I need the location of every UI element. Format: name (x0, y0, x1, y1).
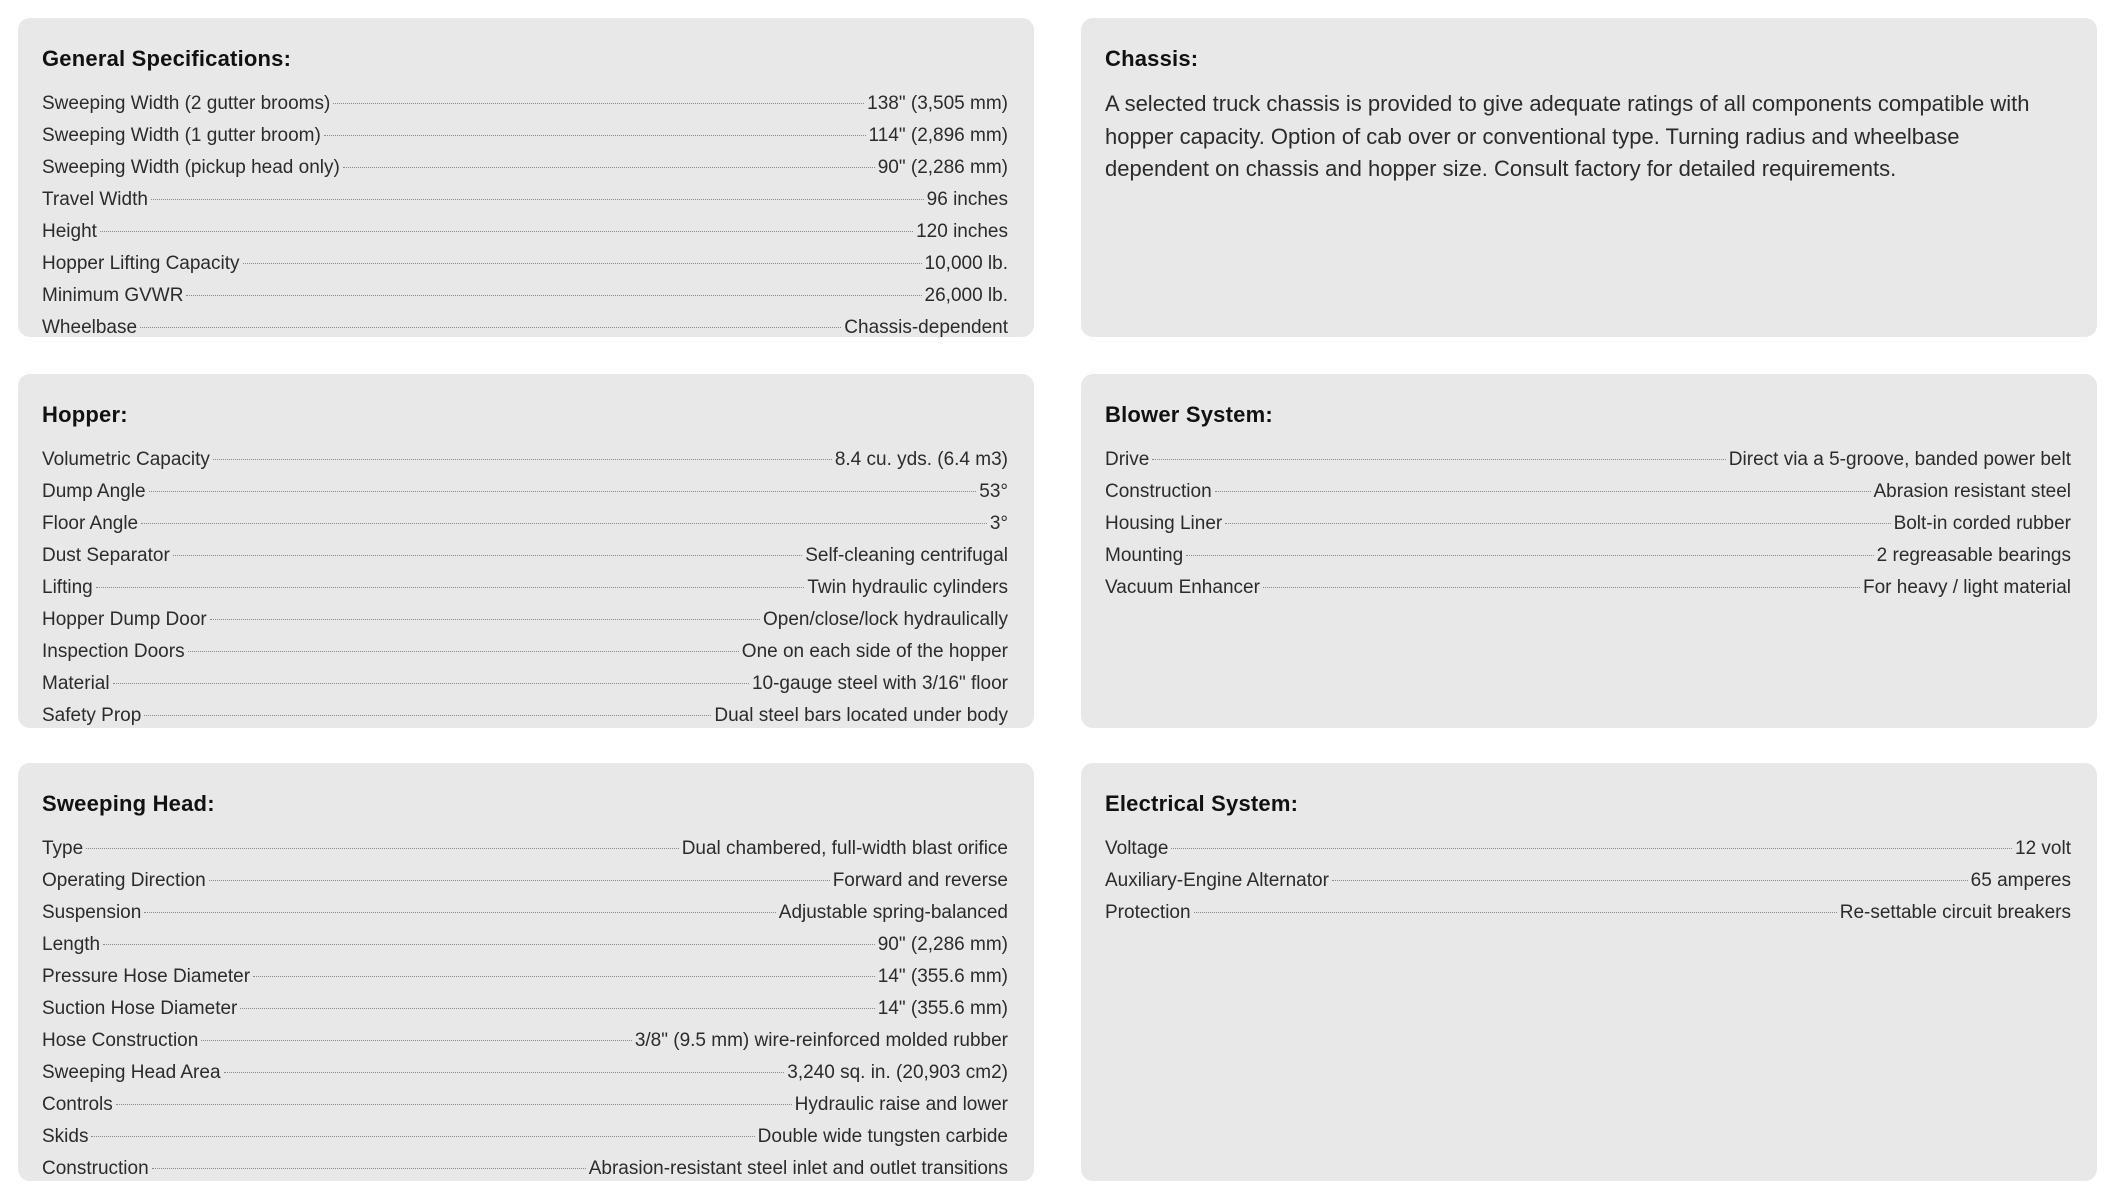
spec-label: Inspection Doors (42, 641, 185, 662)
dot-leader (343, 167, 875, 168)
sweeping-head-list (42, 833, 1008, 1185)
spec-value: 14" (355.6 mm) (877, 966, 1008, 987)
spec-value: Re-settable circuit breakers (1839, 902, 2071, 923)
dot-leader (96, 587, 805, 588)
spec-value: 114" (2,896 mm) (868, 125, 1008, 146)
spec-row (42, 572, 1008, 604)
dot-leader (213, 459, 832, 460)
dot-leader (324, 135, 866, 136)
dot-leader (91, 1136, 754, 1137)
spec-row (42, 184, 1008, 216)
spec-label: Construction (42, 1158, 149, 1179)
dot-leader (144, 715, 711, 716)
spec-label: Hose Construction (42, 1030, 199, 1051)
spec-row (42, 1121, 1008, 1153)
dot-leader (240, 1008, 874, 1009)
spec-label: Material (42, 673, 110, 694)
sweeping-head-title: Sweeping Head: (42, 791, 215, 816)
spec-value: 10-gauge steel with 3/16" floor (751, 673, 1008, 694)
spec-value: 90" (2,286 mm) (877, 934, 1008, 955)
dot-leader (1215, 491, 1871, 492)
spec-row (42, 961, 1008, 993)
spec-label: Drive (1105, 449, 1150, 470)
spec-label: Sweeping Width (2 gutter brooms) (42, 93, 331, 114)
spec-label: Operating Direction (42, 870, 206, 891)
spec-value: 53° (979, 481, 1008, 502)
chassis-panel (1081, 18, 2097, 337)
dot-leader (140, 327, 841, 328)
spec-row (42, 248, 1008, 280)
spec-row (1105, 444, 2071, 476)
dot-leader (224, 1072, 785, 1073)
spec-row (42, 1153, 1008, 1185)
dot-leader (113, 683, 749, 684)
spec-row (42, 993, 1008, 1025)
spec-row (42, 152, 1008, 184)
general-specifications-list (42, 88, 1008, 344)
spec-label: Wheelbase (42, 317, 138, 338)
spec-row (1105, 508, 2071, 540)
spec-label: Sweeping Width (pickup head only) (42, 157, 340, 178)
spec-label: Hopper Dump Door (42, 609, 207, 630)
spec-row (42, 312, 1008, 344)
spec-label: Sweeping Head Area (42, 1062, 221, 1083)
spec-value: Self-cleaning centrifugal (805, 545, 1008, 566)
spec-row (42, 833, 1008, 865)
spec-value: Double wide tungsten carbide (757, 1126, 1008, 1147)
dot-leader (253, 976, 875, 977)
chassis-description: A selected truck chassis is provided to give adequate ratings of all components compatible with hopper capacity. Option of cab over or conventional type. Turning radius and wheelbase dependent on chassis and hopper size. Consult factory for detailed requirements. (1105, 91, 2030, 181)
spec-value: 2 regreasable bearings (1876, 545, 2071, 566)
electrical-system-list (1105, 833, 2071, 929)
chassis-title: Chassis: (1105, 46, 1199, 71)
spec-row (42, 120, 1008, 152)
general-specifications-title: General Specifications: (42, 46, 292, 71)
spec-value: 26,000 lb. (924, 285, 1008, 306)
spec-label: Volumetric Capacity (42, 449, 210, 470)
hopper-list (42, 444, 1008, 732)
spec-value: 12 volt (2015, 838, 2071, 859)
spec-label: Construction (1105, 481, 1212, 502)
spec-value: 8.4 cu. yds. (6.4 m3) (834, 449, 1008, 470)
spec-row (1105, 833, 2071, 865)
spec-row (42, 540, 1008, 572)
dot-leader (151, 199, 924, 200)
dot-leader (1171, 848, 2012, 849)
spec-row (1105, 572, 2071, 604)
spec-value: 14" (355.6 mm) (877, 998, 1008, 1019)
spec-label: Travel Width (42, 189, 148, 210)
spec-value: 120 inches (916, 221, 1008, 242)
spec-row (42, 476, 1008, 508)
spec-label: Housing Liner (1105, 513, 1223, 534)
spec-label: Height (42, 221, 97, 242)
spec-value: Hydraulic raise and lower (794, 1094, 1008, 1115)
dot-leader (1263, 587, 1860, 588)
spec-row (42, 668, 1008, 700)
spec-label: Length (42, 934, 101, 955)
spec-row (42, 444, 1008, 476)
spec-row (42, 865, 1008, 897)
blower-system-panel (1081, 374, 2097, 728)
spec-row (42, 604, 1008, 636)
spec-label: Pressure Hose Diameter (42, 966, 251, 987)
spec-row (42, 216, 1008, 248)
dot-leader (141, 523, 987, 524)
spec-row (1105, 540, 2071, 572)
spec-label: Auxiliary-Engine Alternator (1105, 870, 1329, 891)
spec-label: Floor Angle (42, 513, 139, 534)
spec-label: Skids (42, 1126, 89, 1147)
dot-leader (188, 651, 739, 652)
spec-row (42, 700, 1008, 732)
dot-leader (1332, 880, 1968, 881)
dot-leader (152, 1168, 586, 1169)
spec-value: Direct via a 5-groove, banded power belt (1728, 449, 2071, 470)
dot-leader (1194, 912, 1837, 913)
hopper-panel (18, 374, 1034, 728)
dot-leader (186, 295, 921, 296)
spec-label: Voltage (1105, 838, 1169, 859)
dot-leader (1225, 523, 1890, 524)
dot-leader (210, 619, 760, 620)
dot-leader (333, 103, 864, 104)
spec-row (42, 1057, 1008, 1089)
spec-value: 138" (3,505 mm) (867, 93, 1008, 114)
spec-row (42, 1089, 1008, 1121)
blower-system-list (1105, 444, 2071, 604)
spec-row (42, 636, 1008, 668)
spec-value: 96 inches (926, 189, 1008, 210)
dot-leader (100, 231, 913, 232)
spec-value: Forward and reverse (832, 870, 1008, 891)
spec-value: Twin hydraulic cylinders (807, 577, 1008, 598)
dot-leader (144, 912, 775, 913)
dot-leader (86, 848, 678, 849)
spec-row (42, 1025, 1008, 1057)
spec-value: 3/8" (9.5 mm) wire-reinforced molded rubber (634, 1030, 1008, 1051)
spec-value: 90" (2,286 mm) (877, 157, 1008, 178)
spec-value: Dual steel bars located under body (714, 705, 1008, 726)
spec-label: Protection (1105, 902, 1191, 923)
spec-value: Abrasion resistant steel (1873, 481, 2071, 502)
spec-label: Dust Separator (42, 545, 170, 566)
dot-leader (116, 1104, 792, 1105)
dot-leader (173, 555, 802, 556)
spec-row (42, 508, 1008, 540)
spec-value: Adjustable spring-balanced (778, 902, 1008, 923)
general-specifications-panel (18, 18, 1034, 337)
spec-label: Dump Angle (42, 481, 146, 502)
sweeping-head-panel (18, 763, 1034, 1181)
spec-value: 65 amperes (1970, 870, 2071, 891)
spec-value: Abrasion-resistant steel inlet and outlet transitions (588, 1158, 1008, 1179)
electrical-system-title: Electrical System: (1105, 791, 1299, 816)
dot-leader (149, 491, 977, 492)
dot-leader (1152, 459, 1725, 460)
spec-value: Chassis-dependent (844, 317, 1008, 338)
spec-row (42, 897, 1008, 929)
spec-value: 3,240 sq. in. (20,903 cm2) (787, 1062, 1008, 1083)
spec-label: Lifting (42, 577, 93, 598)
spec-label: Sweeping Width (1 gutter broom) (42, 125, 321, 146)
blower-system-title: Blower System: (1105, 402, 1273, 427)
dot-leader (243, 263, 922, 264)
spec-value: Bolt-in corded rubber (1893, 513, 2071, 534)
spec-label: Vacuum Enhancer (1105, 577, 1260, 598)
spec-row (1105, 897, 2071, 929)
spec-value: Open/close/lock hydraulically (762, 609, 1008, 630)
dot-leader (1186, 555, 1873, 556)
spec-value: One on each side of the hopper (741, 641, 1008, 662)
spec-row (42, 88, 1008, 120)
dot-leader (201, 1040, 632, 1041)
spec-row (42, 929, 1008, 961)
dot-leader (209, 880, 830, 881)
dot-leader (103, 944, 875, 945)
spec-label: Controls (42, 1094, 113, 1115)
spec-label: Safety Prop (42, 705, 142, 726)
spec-label: Minimum GVWR (42, 285, 184, 306)
spec-label: Suspension (42, 902, 142, 923)
spec-label: Type (42, 838, 84, 859)
spec-label: Suction Hose Diameter (42, 998, 238, 1019)
spec-label: Mounting (1105, 545, 1184, 566)
spec-row (1105, 865, 2071, 897)
spec-value: Dual chambered, full-width blast orifice (681, 838, 1008, 859)
spec-row (1105, 476, 2071, 508)
spec-label: Hopper Lifting Capacity (42, 253, 240, 274)
hopper-title: Hopper: (42, 402, 128, 427)
spec-value: For heavy / light material (1862, 577, 2071, 598)
spec-value: 10,000 lb. (924, 253, 1008, 274)
spec-row (42, 280, 1008, 312)
spec-value: 3° (989, 513, 1008, 534)
electrical-system-panel (1081, 763, 2097, 1181)
